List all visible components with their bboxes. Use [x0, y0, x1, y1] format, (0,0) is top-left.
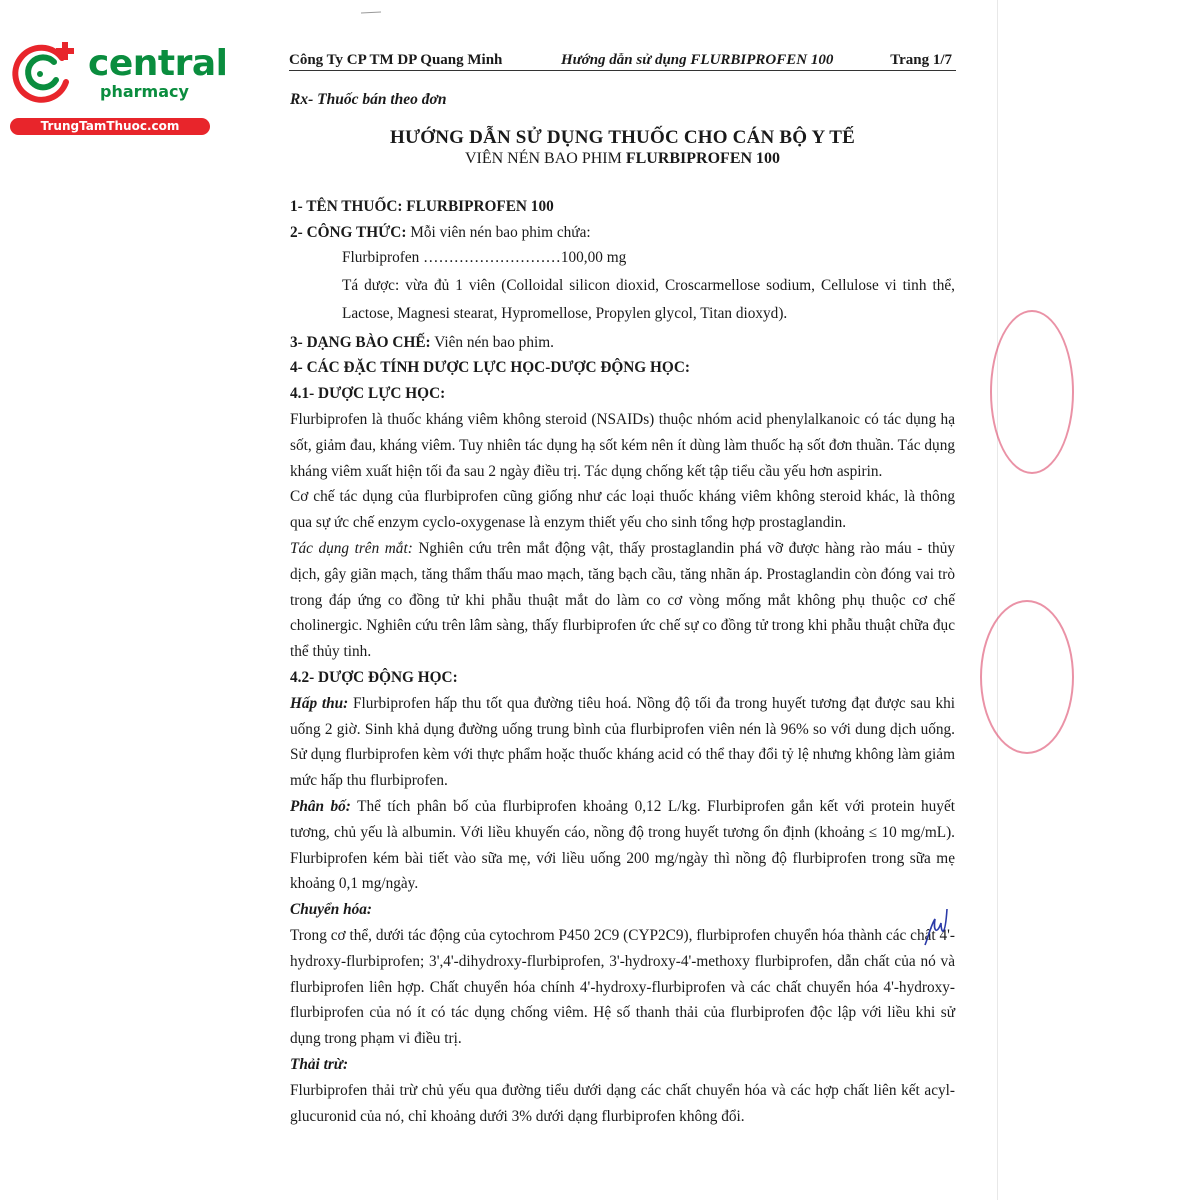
metabolism-paragraph: Trong cơ thể, dưới tác động của cytochrom P450 2C9 (CYP2C9), flurbiprofen chuyển hóa thành các chất 4'-hydroxy-flurbiprofen; 3',4'-dihydroxy-flurbiprofen, 3'-hydroxy-4'-methoxy flurbiprofen, dẫn chất của nó và flurbiprofen liên hợp. Chất chuyển hóa chính 4'-hydroxy-flurbiprofen và các chất chuyển hóa 4'-hydroxy-flurbiprofen của nó ít có tác dụng chống viêm. Hệ số thanh thải của flurbiprofen độc lập với liều khi sử dụng trong phạm vi điều trị.: [290, 926, 955, 1048]
pharmacodynamics-paragraph-2: Cơ chế tác dụng của flurbiprofen cũng giống như các loại thuốc kháng viêm không steroid khác, là thông qua sự ức chế enzym cyclo-oxygenase là enzym thiết yếu cho sinh tổng hợp prostaglandin.: [290, 488, 955, 532]
logo-subtitle: pharmacy: [100, 82, 189, 101]
eye-effect-label: Tác dụng trên mắt:: [290, 539, 413, 557]
section-4-2-heading: 4.2- DƯỢC ĐỘNG HỌC:: [290, 668, 458, 686]
excretion-paragraph: Flurbiprofen thải trừ chủ yếu qua đường tiểu dưới dạng các chất chuyển hóa và các hợp chất liên kết acyl-glucuronid của nó, chỉ khoảng dưới 3% dưới dạng flurbiprofen không đổi.: [290, 1081, 955, 1125]
eye-effect-text: Nghiên cứu trên mắt động vật, thấy prostaglandin phá vỡ được hàng rào máu - thủy dịch, gây giãn mạch, tăng thẩm thấu mao mạch, tăng bạch cầu, tăng nhãn áp. Prostaglandin còn đóng vai trò trong đáp ứng co đồng tử khi phẫu thuật mắt do làm co cơ vòng mống mắt không phụ thuộc cơ chế cholinergic. Nghiên cứu trên lâm sàng, thấy flurbiprofen ức chế sự co đồng tử trong khi phẫu thuật chữa đục thể thủy tinh.: [290, 539, 955, 661]
header-company: Công Ty CP TM DP Quang Minh: [289, 52, 503, 68]
document-body: [290, 194, 955, 1129]
absorption-paragraph: [290, 691, 955, 794]
section-3-text: Viên nén bao phim.: [434, 333, 554, 351]
section-2-text: Mỗi viên nén bao phim chứa:: [410, 223, 591, 241]
pharmacy-cross-icon: [10, 36, 80, 106]
ingredient-line: Flurbiprofen ………………………100,00 mg: [342, 248, 627, 266]
distribution-label: Phân bố:: [290, 797, 351, 815]
rx-label: Rx- Thuốc bán theo đơn: [290, 91, 447, 108]
section-3: [290, 330, 955, 356]
eye-effect-paragraph: [290, 536, 955, 665]
distribution-paragraph: [290, 794, 955, 897]
logo-url-badge[interactable]: TrungTamThuoc.com: [10, 118, 210, 135]
distribution-text: Thể tích phân bố của flurbiprofen khoảng 0,12 L/kg. Flurbiprofen gắn kết với protein huyết tương, chủ yếu là albumin. Với liều khuyến cáo, nồng độ trong huyết tương ổn định (khoảng ≤ 10 mg/mL). Flurbiprofen kém bài tiết vào sữa mẹ, với liều uống 200 mg/ngày thì nồng độ flurbiprofen trong sữa mẹ khoảng 0,1 mg/ngày.: [290, 797, 955, 893]
document-header: [289, 52, 956, 71]
excipients-text: Tá dược: vừa đủ 1 viên (Colloidal silicon dioxid, Croscarmellose sodium, Cellulose vi tinh thể, Lactose, Magnesi stearat, Hypromellose, Propylen glycol, Titan dioxyd).: [342, 276, 955, 322]
section-4-heading: 4- CÁC ĐẶC TÍNH DƯỢC LỰC HỌC-DƯỢC ĐỘNG HỌC:: [290, 359, 690, 377]
header-guide: Hướng dẫn sử dụng FLURBIPROFEN 100: [561, 52, 834, 68]
logo-name: central: [88, 43, 228, 84]
scan-mark: [360, 10, 382, 16]
red-stamp-top: [990, 310, 1074, 474]
signature-mark: [921, 905, 951, 955]
page-edge: [997, 0, 998, 1200]
section-2-heading: 2- CÔNG THỨC:: [290, 223, 407, 241]
absorption-text: Flurbiprofen hấp thu tốt qua đường tiêu hoá. Nồng độ tối đa trong huyết tương đạt được sau khi uống 2 giờ. Sinh khả dụng đường uống trung bình của flurbiprofen viên nén là 96% so với dung dịch uống. Sử dụng flurbiprofen kèm với thực phẩm hoặc thuốc kháng acid có thể thay đổi tỷ lệ nhưng không làm giảm mức hấp thu flurbiprofen.: [290, 694, 955, 790]
absorption-label: Hấp thu:: [290, 694, 349, 712]
section-1-heading: 1- TÊN THUỐC: FLURBIPROFEN 100: [290, 198, 554, 215]
section-4-1-heading: 4.1- DƯỢC LỰC HỌC:: [290, 385, 446, 403]
section-3-heading: 3- DẠNG BÀO CHẾ:: [290, 333, 431, 351]
page-subtitle: [290, 150, 955, 168]
pharmacodynamics-paragraph-1: Flurbiprofen là thuốc kháng viêm không steroid (NSAIDs) thuộc nhóm acid phenylalkanoic có tác dụng hạ sốt, giảm đau, kháng viêm. Tuy nhiên tác dụng hạ sốt kém nên ít dùng làm thuốc hạ sốt đơn thuần. Tác dụng kháng viêm xuất hiện tối đa sau 2 ngày điều trị. Tác dụng chống kết tập tiểu cầu yếu hơn aspirin.: [290, 410, 955, 480]
metabolism-heading: Chuyển hóa:: [290, 901, 373, 919]
subtitle-prefix: VIÊN NÉN BAO PHIM: [464, 150, 626, 167]
red-stamp-bottom: [980, 600, 1074, 754]
page-title: HƯỚNG DẪN SỬ DỤNG THUỐC CHO CÁN BỘ Y TẾ: [389, 127, 856, 148]
header-page-number: Trang 1/7: [890, 52, 952, 68]
subtitle-drug: FLURBIPROFEN 100: [625, 150, 781, 167]
section-2: [290, 220, 955, 246]
excretion-heading: Thải trừ:: [290, 1055, 349, 1073]
central-pharmacy-logo[interactable]: [10, 36, 228, 136]
